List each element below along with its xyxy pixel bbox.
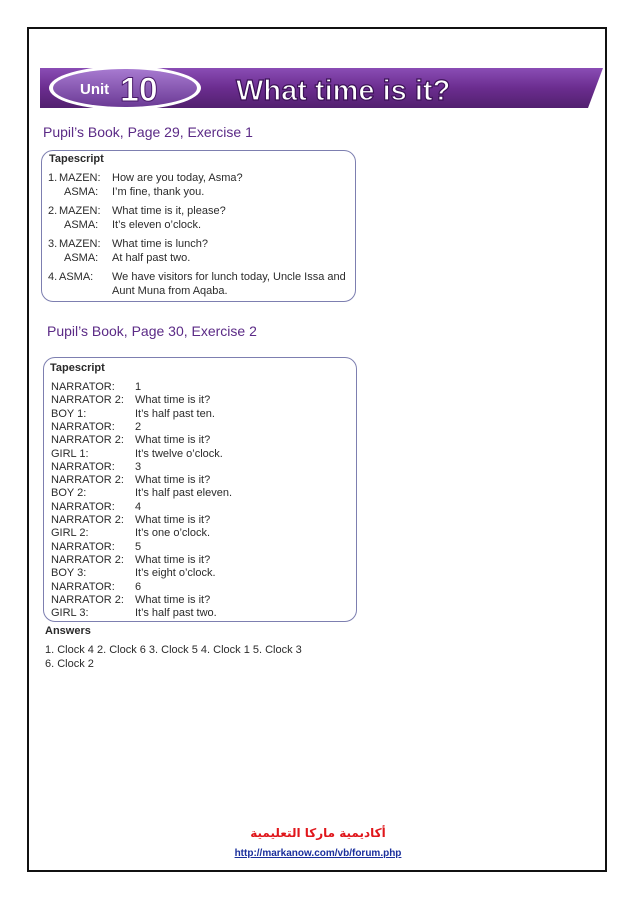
tapescript-2-line [51, 448, 351, 461]
dialogue-text: We have visitors for lunch today, Uncle Issa and [112, 271, 346, 283]
speaker-label: MAZEN: [59, 205, 101, 217]
answers-line-1: 1. Clock 4 2. Clock 6 3. Clock 5 4. Clock 1 5. Clock 3 [45, 644, 302, 656]
speaker-label: ASMA: [64, 219, 99, 231]
speaker-label: ASMA: [64, 186, 99, 198]
tapescript-2-line [51, 594, 351, 607]
tapescript-2-line [51, 474, 351, 487]
dialogue-text: At half past two. [112, 252, 191, 264]
dialogue-text: 1 [135, 381, 142, 393]
tapescript-1-line [48, 219, 348, 232]
speaker-label: NARRATOR: [51, 381, 115, 393]
answers-line-2: 6. Clock 2 [45, 658, 94, 670]
tapescript-2-line [51, 514, 351, 527]
dialogue-text: It’s half past eleven. [135, 487, 233, 500]
dialogue-text: It’s half past two. [135, 607, 217, 620]
tapescript-2-line [51, 408, 351, 421]
speaker-label: NARRATOR: [51, 500, 115, 513]
tapescript-2-line [51, 581, 351, 594]
tapescript-title-2: Tapescript [50, 362, 105, 374]
tapescript-1-line [48, 252, 348, 265]
unit-label: Unit [80, 81, 110, 98]
speaker-label: NARRATOR 2: [51, 553, 124, 566]
dialogue-text: How are you today, Asma? [112, 172, 243, 184]
dialogue-text: Aunt Muna from Aqaba. [112, 285, 228, 297]
line-number: 1. [48, 172, 58, 184]
answers-heading: Answers [45, 625, 91, 637]
unit-number: 10 [120, 71, 158, 109]
section2-heading: Pupil’s Book, Page 30, Exercise 2 [47, 323, 257, 339]
dialogue-text: 6 [135, 580, 142, 593]
speaker-label: NARRATOR: [51, 540, 115, 553]
section1-heading: Pupil’s Book, Page 29, Exercise 1 [43, 124, 253, 140]
dialogue-text: It’s eight o’clock. [135, 567, 216, 580]
dialogue-text: What time is it? [135, 514, 211, 526]
dialogue-text: I’m fine, thank you. [112, 186, 205, 198]
tapescript-2-line [51, 381, 351, 394]
speaker-label: GIRL 2: [51, 527, 89, 540]
speaker-label: NARRATOR 2: [51, 474, 124, 487]
tapescript-1-line [48, 186, 348, 199]
speaker-label: GIRL 1: [51, 447, 89, 460]
dialogue-text: 2 [135, 420, 142, 433]
speaker-label: MAZEN: [59, 238, 101, 250]
dialogue-text: 4 [135, 500, 142, 513]
dialogue-text: 3 [135, 460, 142, 473]
line-number: 4. [48, 271, 58, 283]
speaker-label: ASMA: [64, 252, 99, 264]
speaker-label: NARRATOR 2: [51, 394, 124, 407]
speaker-label: BOY 3: [51, 567, 87, 580]
dialogue-text: What time is it? [135, 434, 211, 447]
dialogue-text: It’s one o’clock. [135, 527, 211, 540]
speaker-label: MAZEN: [59, 172, 101, 184]
unit-title: What time is it? [236, 75, 451, 107]
dialogue-text: What time is it? [135, 394, 211, 407]
tapescript-2-line [51, 421, 351, 434]
tapescript-1-line [48, 285, 348, 298]
speaker-label: ASMA: [59, 271, 94, 283]
speaker-label: GIRL 3: [51, 607, 89, 620]
tapescript-2-line [51, 567, 351, 580]
dialogue-text: What time is it? [135, 593, 211, 606]
tapescript-title-1: Tapescript [49, 153, 104, 165]
speaker-label: NARRATOR 2: [51, 514, 124, 526]
dialogue-text: It’s half past ten. [135, 407, 215, 420]
dialogue-text: What time is it? [135, 553, 211, 566]
line-number: 3. [48, 238, 58, 250]
unit-banner [40, 66, 603, 110]
footer-arabic-text: أكاديمية ماركا التعليمية [250, 826, 386, 840]
dialogue-text: 5 [135, 540, 142, 553]
tapescript-1-line [48, 238, 348, 251]
tapescript-2-line [51, 487, 351, 500]
tapescript-1-line [48, 205, 348, 218]
speaker-label: NARRATOR 2: [51, 593, 124, 606]
tapescript-2-line [51, 527, 351, 540]
tapescript-2-line [51, 541, 351, 554]
tapescript-2-line [51, 434, 351, 447]
dialogue-text: What time is it? [135, 474, 211, 487]
tapescript-2-line [51, 394, 351, 407]
dialogue-text: It’s eleven o’clock. [112, 219, 202, 231]
line-number: 2. [48, 205, 58, 217]
speaker-label: BOY 2: [51, 487, 87, 500]
tapescript-1-line [48, 271, 348, 284]
dialogue-text: What time is lunch? [112, 238, 208, 250]
speaker-label: NARRATOR: [51, 420, 115, 433]
tapescript-2-line [51, 461, 351, 474]
dialogue-text: It’s twelve o’clock. [135, 447, 223, 460]
tapescript-2-line [51, 554, 351, 567]
tapescript-2-line [51, 501, 351, 514]
tapescript-1-line [48, 172, 348, 185]
tapescript-2-line [51, 607, 351, 620]
speaker-label: BOY 1: [51, 407, 87, 420]
dialogue-text: What time is it, please? [112, 205, 226, 217]
footer-link[interactable]: http://markanow.com/vb/forum.php [234, 848, 402, 859]
speaker-label: NARRATOR 2: [51, 434, 124, 447]
speaker-label: NARRATOR: [51, 460, 115, 473]
speaker-label: NARRATOR: [51, 580, 115, 593]
